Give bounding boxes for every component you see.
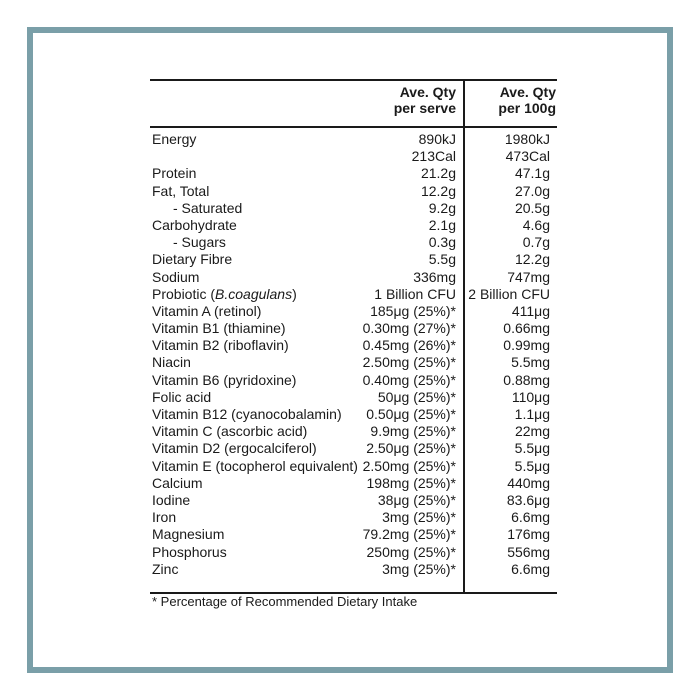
value-per-100g: 27.0g (514, 182, 550, 199)
nutrient-name: - Sugars (173, 234, 226, 251)
nutrient-name: Niacin (152, 354, 191, 371)
table-row (150, 165, 557, 182)
value-per-serve: 21.2g (420, 165, 456, 182)
nutrient-name: Vitamin B2 (riboflavin) (152, 337, 289, 354)
value-per-serve: 0.3g (428, 234, 456, 251)
value-per-100g: 22mg (514, 423, 550, 440)
table-row (150, 440, 557, 457)
nutrient-name: Vitamin A (retinol) (152, 302, 262, 319)
header-per-100g (498, 84, 556, 116)
value-per-serve: 198mg (25%)* (366, 474, 456, 491)
value-per-serve: 2.50mg (25%)* (362, 354, 456, 371)
value-per-100g: 0.7g (522, 234, 550, 251)
table-top-rule (150, 79, 557, 81)
nutrient-name: Iodine (152, 491, 191, 508)
value-per-100g: 556mg (507, 543, 550, 560)
value-per-100g: 110μg (511, 388, 550, 405)
value-per-100g: 0.88mg (503, 371, 550, 388)
table-row (150, 475, 557, 492)
table-row (150, 406, 557, 423)
value-per-serve: 2.1g (428, 216, 456, 233)
table-row (150, 148, 557, 165)
nutrient-rows (150, 131, 557, 578)
nutrient-name: Vitamin D2 (ergocalciferol) (152, 440, 317, 457)
value-per-100g: 0.99mg (503, 337, 550, 354)
header-rule (150, 126, 557, 128)
value-per-100g: 0.66mg (503, 320, 550, 337)
table-row (150, 303, 557, 320)
nutrient-name: Fat, Total (152, 182, 210, 199)
nutrient-name: Vitamin B6 (pyridoxine) (152, 371, 297, 388)
value-per-100g: 83.6μg (506, 491, 550, 508)
value-per-100g: 1980kJ (504, 131, 550, 147)
value-per-serve: 2.50μg (25%)* (366, 440, 456, 457)
value-per-100g: 6.6mg (511, 509, 550, 526)
table-row (150, 234, 557, 251)
header-per-serve-line1: Ave. Qty (399, 84, 456, 100)
nutrient-name: - Saturated (173, 199, 243, 216)
value-per-100g: 5.5μg (514, 457, 550, 474)
nutrient-name: Vitamin E (tocopherol equivalent) (152, 457, 358, 474)
value-per-serve: 50μg (25%)* (377, 388, 456, 405)
table-row (150, 269, 557, 286)
value-per-serve: 5.5g (428, 251, 456, 268)
value-per-100g: 12.2g (514, 251, 550, 268)
nutrient-name: Phosphorus (152, 543, 227, 560)
value-per-serve: 213Cal (411, 148, 456, 165)
table-row (150, 183, 557, 200)
footnote: * Percentage of Recommended Dietary Intake (152, 594, 418, 609)
table-row (150, 337, 557, 354)
table-row (150, 526, 557, 543)
table-row (150, 372, 557, 389)
value-per-serve: 0.50μg (25%)* (366, 406, 456, 422)
header-per-serve-line2: per serve (393, 100, 456, 116)
value-per-100g: 5.5μg (514, 440, 550, 457)
nutrient-name: Iron (152, 509, 177, 526)
table-row (150, 458, 557, 475)
table-row (150, 492, 557, 509)
value-per-serve: 890kJ (418, 131, 456, 147)
nutrient-name: Probiotic (B.coagulans) (152, 285, 297, 302)
value-per-serve: 0.40mg (25%)* (362, 371, 456, 388)
value-per-serve: 9.9mg (25%)* (370, 423, 456, 440)
value-per-100g: 4.6g (522, 216, 550, 233)
header-per-serve (394, 84, 456, 116)
table-row (150, 423, 557, 440)
value-per-100g: 747mg (507, 268, 550, 285)
table-row (150, 561, 557, 578)
table-row (150, 354, 557, 371)
nutrient-name: Folic acid (152, 388, 212, 405)
table-row (150, 131, 557, 148)
value-per-serve: 12.2g (420, 182, 456, 199)
value-per-100g: 440mg (507, 474, 550, 491)
nutrient-name: Carbohydrate (152, 216, 237, 233)
value-per-serve: 185μg (25%)* (370, 302, 456, 319)
value-per-serve: 38μg (25%)* (377, 491, 456, 508)
nutrient-name: Zinc (152, 560, 179, 577)
value-per-serve: 9.2g (428, 199, 456, 216)
value-per-serve: 3mg (25%)* (382, 509, 456, 526)
header-per-100g-line2: per 100g (498, 100, 556, 116)
nutrient-name: Vitamin B1 (thiamine) (152, 320, 286, 337)
table-row (150, 286, 557, 303)
nutrient-name: Sodium (152, 268, 200, 285)
nutrient-name: Dietary Fibre (152, 251, 233, 268)
value-per-100g: 411μg (511, 302, 550, 319)
value-per-serve: 2.50mg (25%)* (362, 457, 456, 474)
table-row (150, 544, 557, 561)
value-per-serve: 79.2mg (25%)* (362, 526, 456, 543)
value-per-serve: 3mg (25%)* (382, 560, 456, 577)
table-row (150, 320, 557, 337)
nutrient-name: Energy (152, 131, 197, 147)
table-row (150, 200, 557, 217)
value-per-serve: 336mg (413, 268, 456, 285)
value-per-100g: 47.1g (514, 165, 550, 182)
nutrient-name: Vitamin C (ascorbic acid) (152, 423, 308, 440)
nutrient-name: Calcium (152, 474, 203, 491)
value-per-100g: 5.5mg (511, 354, 550, 371)
table-row (150, 251, 557, 268)
header-per-100g-line1: Ave. Qty (499, 84, 556, 100)
nutrient-name: Vitamin B12 (cyanocobalamin) (152, 406, 342, 422)
value-per-serve: 1 Billion CFU (374, 285, 456, 302)
nutrient-name: Magnesium (152, 526, 225, 543)
nutrient-name: Protein (152, 165, 197, 182)
table-row (150, 217, 557, 234)
table-row (150, 389, 557, 406)
value-per-100g: 176mg (507, 526, 550, 543)
value-per-serve: 250mg (25%)* (366, 543, 456, 560)
table-row (150, 509, 557, 526)
value-per-100g: 6.6mg (511, 560, 550, 577)
value-per-100g: 1.1μg (514, 406, 550, 422)
value-per-serve: 0.30mg (27%)* (362, 320, 456, 337)
value-per-100g: 20.5g (514, 199, 550, 216)
value-per-serve: 0.45mg (26%)* (362, 337, 456, 354)
value-per-100g: 473Cal (505, 148, 550, 165)
value-per-100g: 2 Billion CFU (468, 285, 550, 302)
